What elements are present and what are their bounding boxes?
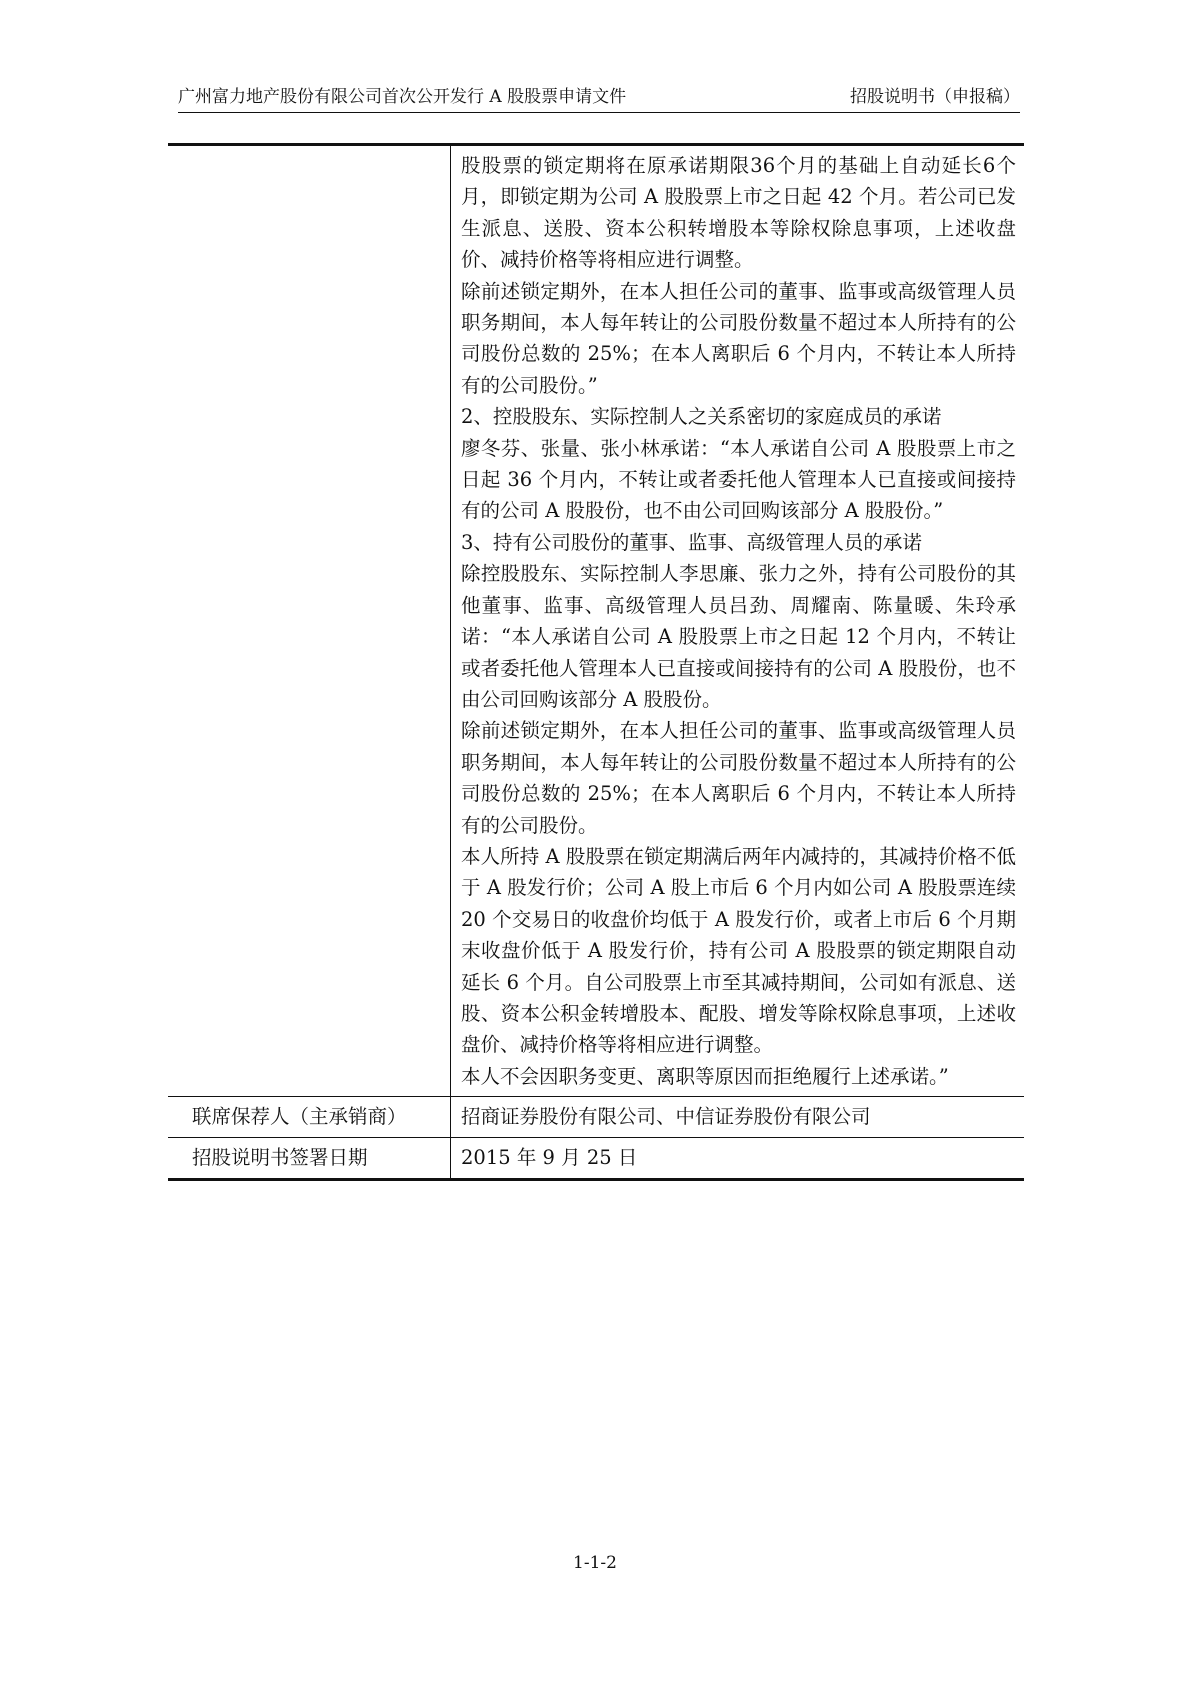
page-header: [178, 84, 1020, 110]
header-divider: [178, 112, 1020, 113]
section-heading: 2、控股股东、实际控制人之关系密切的家庭成员的承诺: [461, 405, 942, 429]
table-row-sign-date: [168, 1138, 1024, 1180]
commitment-paragraph: 本人所持 A 股股票在锁定期满后两年内减持的，其减持价格不低于 A 股发行价；公司 A 股上市后 6 个月内如公司 A 股股票连续 20 个交易日的收盘价均低于 A 股发行价，或者上市后 6 个月期末收盘价低于 A 股发行价，持有公司 A 股股票的锁定期限自动延长 6 个月。自公司股票上市至其减持期间，公司如有派息、送股、资本公积金转增股本、配股、增发等除权除息事项，上述收盘价、减持价格等将相应进行调整。: [461, 844, 1016, 1057]
sign-date: 2015 年 9 月 25 日: [461, 1146, 638, 1170]
sponsor-value: [451, 1097, 1025, 1138]
sign-date-value: [451, 1138, 1025, 1180]
commitment-paragraph: 本人不会因职务变更、离职等原因而拒绝履行上述承诺。”: [461, 1064, 949, 1088]
commitment-paragraph: 廖冬芬、张量、张小林承诺：“本人承诺自公司 A 股股票上市之日起 36 个月内，不转让或者委托他人管理本人已直接或间接持有的公司 A 股股份，也不由公司回购该部分 A 股股份。”: [461, 436, 1016, 523]
prospectus-table: [168, 143, 1024, 1181]
sponsor-names: 招商证券股份有限公司、中信证券股份有限公司: [461, 1105, 871, 1129]
commitment-paragraph: 除控股股东、实际控制人李思廉、张力之外，持有公司股份的其他董事、监事、高级管理人员吕劲、周耀南、陈量暖、朱玲承诺：“本人承诺自公司 A 股股票上市之日起 12 个月内，不转让或者委托他人管理本人已直接或间接持有的公司 A 股股份，也不由公司回购该部分 A 股股份。: [461, 562, 1016, 711]
table-content-cell: [451, 145, 1025, 1097]
section-heading: 3、持有公司股份的董事、监事、高级管理人员的承诺: [461, 530, 922, 554]
commitment-paragraph: 除前述锁定期外，在本人担任公司的董事、监事或高级管理人员职务期间，本人每年转让的公司股份数量不超过本人所持有的公司股份总数的 25%；在本人离职后 6 个月内，不转让本人所持有的公司股份。”: [461, 279, 1016, 397]
page-number: 1-1-2: [573, 1553, 617, 1573]
commitment-paragraph: 股股票的锁定期将在原承诺期限36个月的基础上自动延长6个月，即锁定期为公司 A 股股票上市之日起 42 个月。若公司已发生派息、送股、资本公积转增股本等除权除息事项，上述收盘价、减持价格等将相应进行调整。: [461, 154, 1016, 272]
table-label-cell: [168, 145, 451, 1097]
commitment-paragraph: 除前述锁定期外，在本人担任公司的董事、监事或高级管理人员职务期间，本人每年转让的公司股份数量不超过本人所持有的公司股份总数的 25%；在本人离职后 6 个月内，不转让本人所持有的公司股份。: [461, 719, 1016, 837]
sponsor-label: 联席保荐人（主承销商）: [168, 1097, 451, 1138]
table-row-sponsor: [168, 1097, 1024, 1138]
header-document-title: 广州富力地产股份有限公司首次公开发行 A 股股票申请文件: [178, 87, 627, 107]
header-document-type: 招股说明书（申报稿）: [850, 87, 1020, 107]
table-row-commitments: [168, 145, 1024, 1097]
sign-date-label: 招股说明书签署日期: [168, 1138, 451, 1180]
